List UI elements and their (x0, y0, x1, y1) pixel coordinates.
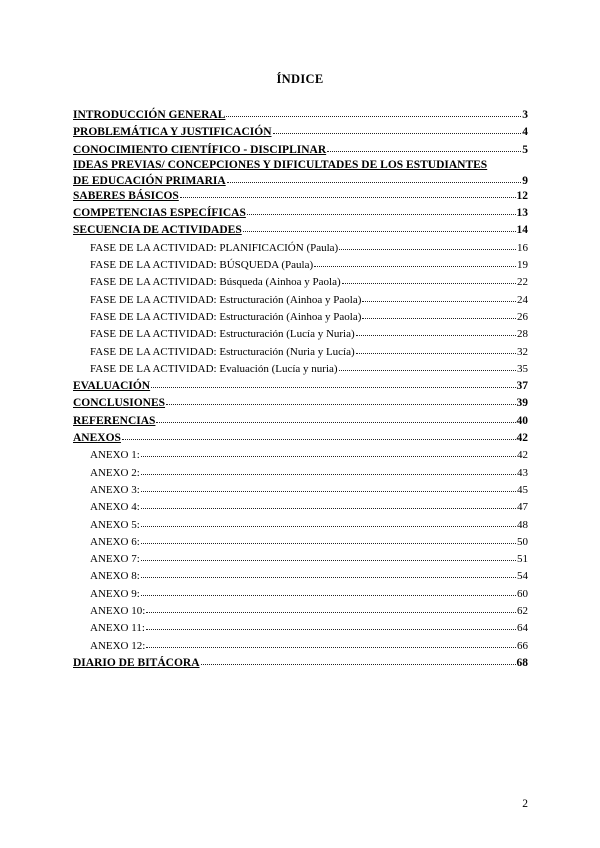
toc-subentry-page: 51 (517, 553, 528, 566)
toc-subentry[interactable] (73, 343, 528, 360)
toc-entry-page: 5 (522, 143, 528, 156)
toc-subentry-page: 47 (517, 501, 528, 514)
toc-subentry-label[interactable]: FASE DE LA ACTIVIDAD: Evaluación (Lucía y nuria) (90, 362, 338, 375)
toc-entry[interactable] (73, 412, 528, 429)
toc-entry-label[interactable]: ANEXOS (73, 432, 121, 445)
dot-leader (180, 187, 516, 199)
toc-entry-page: 14 (516, 224, 528, 237)
toc-entry[interactable] (73, 394, 528, 411)
toc-subentry-page: 66 (517, 639, 528, 652)
toc-subentry-page: 54 (517, 570, 528, 583)
toc-subentry-page: 45 (517, 483, 528, 496)
toc-subentry-label[interactable]: FASE DE LA ACTIVIDAD: Estructuración (Ainhoa y Paola) (90, 310, 362, 323)
toc-entry[interactable] (73, 187, 528, 204)
toc-entry-label[interactable]: PROBLEMÁTICA Y JUSTIFICACIÓN (73, 126, 272, 139)
dot-leader (141, 464, 516, 476)
toc-subentry-label[interactable]: FASE DE LA ACTIVIDAD: Búsqueda (Ainhoa y Paola) (90, 276, 341, 289)
dot-leader (356, 343, 516, 355)
toc-subentry[interactable] (73, 239, 528, 256)
dot-leader (141, 550, 516, 562)
toc-subentry[interactable] (73, 273, 528, 290)
toc-subentry-page: 48 (517, 518, 528, 531)
toc-subentry[interactable] (73, 291, 528, 308)
dot-leader (141, 516, 516, 528)
toc-subentry-label[interactable]: FASE DE LA ACTIVIDAD: BÚSQUEDA (Paula) (90, 259, 314, 272)
dot-leader (141, 481, 516, 493)
dot-leader (156, 412, 515, 424)
toc-subentry-label[interactable]: FASE DE LA ACTIVIDAD: PLANIFICACIÓN (Paula) (90, 241, 339, 254)
toc-entry[interactable] (73, 654, 528, 671)
dot-leader (122, 429, 516, 441)
toc-subentry-page: 35 (517, 362, 528, 375)
dot-leader (342, 273, 516, 285)
toc-subentry-label[interactable]: ANEXO 4: (90, 501, 140, 514)
dot-leader (314, 256, 516, 268)
toc-subentry[interactable] (73, 637, 528, 654)
toc-subentry-label[interactable]: FASE DE LA ACTIVIDAD: Estructuración (Nuria y Lucía) (90, 345, 355, 358)
toc-entry-label[interactable]: CONCLUSIONES (73, 397, 166, 410)
toc-entry-label[interactable]: SABERES BÁSICOS (73, 189, 179, 202)
dot-leader (146, 619, 516, 631)
toc-subentry-page: 50 (517, 535, 528, 548)
dot-leader (141, 446, 516, 458)
toc-entry[interactable] (73, 221, 528, 238)
toc-entry-label-line1[interactable]: IDEAS PREVIAS/ CONCEPCIONES Y DIFICULTADES DE LOS ESTUDIANTES (73, 158, 488, 171)
toc-subentry-page: 24 (517, 293, 528, 306)
toc-subentry-page: 16 (517, 241, 528, 254)
toc-entry-page: 4 (522, 126, 528, 139)
dot-leader (362, 291, 516, 303)
dot-leader (273, 123, 522, 135)
dot-leader (141, 533, 516, 545)
toc-entry-label[interactable]: SECUENCIA DE ACTIVIDADES (73, 224, 242, 237)
toc-entry[interactable] (73, 377, 528, 394)
dot-leader (146, 602, 516, 614)
dot-leader (247, 204, 516, 216)
dot-leader (141, 498, 516, 510)
toc-subentry[interactable] (73, 464, 528, 481)
toc-subentry-label[interactable]: ANEXO 9: (90, 587, 140, 600)
toc-subentry[interactable] (73, 533, 528, 550)
toc-entry-label[interactable]: EVALUACIÓN (73, 380, 151, 393)
toc-subentry-label[interactable]: ANEXO 11: (90, 622, 145, 635)
toc-entry-page: 40 (516, 414, 528, 427)
toc-entry-page: 9 (522, 174, 528, 187)
dot-leader (339, 239, 516, 251)
dot-leader (166, 394, 515, 406)
toc-subentry[interactable] (73, 602, 528, 619)
toc-subentry[interactable] (73, 481, 528, 498)
toc-entry-label-line2[interactable]: DE EDUCACIÓN PRIMARIA (73, 174, 226, 187)
toc-subentry[interactable] (73, 446, 528, 463)
toc-subentry[interactable] (73, 325, 528, 342)
toc-subentry-page: 43 (517, 466, 528, 479)
toc-entry-label[interactable]: CONOCIMIENTO CIENTÍFICO - DISCIPLINAR (73, 143, 327, 156)
toc-entry-page: 3 (522, 109, 528, 121)
toc-entry[interactable] (73, 141, 528, 158)
toc-subentry-label[interactable]: ANEXO 6: (90, 535, 140, 548)
toc-subentry-label[interactable]: ANEXO 7: (90, 553, 140, 566)
toc-entry[interactable] (73, 158, 528, 187)
toc-entry[interactable] (73, 429, 528, 446)
toc-entry-page: 13 (516, 207, 528, 220)
toc-subentry-label[interactable]: ANEXO 3: (90, 483, 140, 496)
toc-subentry-page: 26 (517, 310, 528, 323)
dot-leader (327, 141, 521, 153)
toc-subentry-label[interactable]: ANEXO 5: (90, 518, 140, 531)
toc-subentry-page: 28 (517, 328, 528, 341)
toc-subentry[interactable] (73, 308, 528, 325)
toc-subentry[interactable] (73, 360, 528, 377)
toc-subentry-label[interactable]: ANEXO 10: (90, 605, 146, 618)
dot-leader (141, 585, 516, 597)
toc-subentry-page: 60 (517, 587, 528, 600)
toc-subentry-label[interactable]: ANEXO 1: (90, 449, 140, 462)
toc-entry-label[interactable]: INTRODUCCIÓN GENERAL (73, 109, 226, 121)
dot-leader (362, 308, 516, 320)
toc-subentry[interactable] (73, 498, 528, 515)
dot-leader (226, 106, 521, 118)
toc-subentry-page: 62 (517, 605, 528, 618)
toc-subentry-page: 32 (517, 345, 528, 358)
toc-entry-page: 68 (516, 656, 528, 669)
page-number: 2 (522, 798, 528, 810)
dot-leader (151, 377, 515, 389)
toc-subentry-page: 22 (517, 276, 528, 289)
dot-leader (243, 221, 516, 233)
toc-subentry-label[interactable]: ANEXO 8: (90, 570, 140, 583)
toc-entry-page: 12 (516, 189, 528, 202)
toc-subentry-page: 64 (517, 622, 528, 635)
table-of-contents (73, 106, 528, 671)
toc-subentry-label[interactable]: ANEXO 2: (90, 466, 140, 479)
dot-leader (146, 637, 516, 649)
toc-subentry-label[interactable]: FASE DE LA ACTIVIDAD: Estructuración (Ainhoa y Paola) (90, 293, 362, 306)
toc-entry-label[interactable]: REFERENCIAS (73, 414, 156, 427)
page-title: ÍNDICE (276, 72, 324, 86)
toc-entry-label[interactable]: COMPETENCIAS ESPECÍFICAS (73, 207, 246, 220)
dot-leader (356, 325, 516, 337)
toc-entry-page: 42 (516, 432, 528, 445)
toc-subentry-page: 19 (517, 259, 528, 272)
toc-subentry[interactable] (73, 550, 528, 567)
toc-entry-label[interactable]: DIARIO DE BITÁCORA (73, 656, 200, 669)
toc-subentry-label[interactable]: FASE DE LA ACTIVIDAD: Estructuración (Lucía y Nuria) (90, 328, 355, 341)
toc-entry[interactable] (73, 106, 528, 123)
toc-subentry[interactable] (73, 516, 528, 533)
dot-leader (227, 172, 522, 184)
toc-subentry[interactable] (73, 585, 528, 602)
dot-leader (339, 360, 516, 372)
dot-leader (201, 654, 516, 666)
toc-subentry[interactable] (73, 619, 528, 636)
toc-entry-page: 39 (516, 397, 528, 410)
toc-subentry-label[interactable]: ANEXO 12: (90, 639, 146, 652)
toc-entry-page: 37 (516, 380, 528, 393)
toc-entry[interactable] (73, 123, 528, 140)
dot-leader (141, 567, 516, 579)
toc-subentry[interactable] (73, 256, 528, 273)
toc-subentry[interactable] (73, 567, 528, 584)
toc-subentry-page: 42 (517, 449, 528, 462)
toc-entry[interactable] (73, 204, 528, 221)
